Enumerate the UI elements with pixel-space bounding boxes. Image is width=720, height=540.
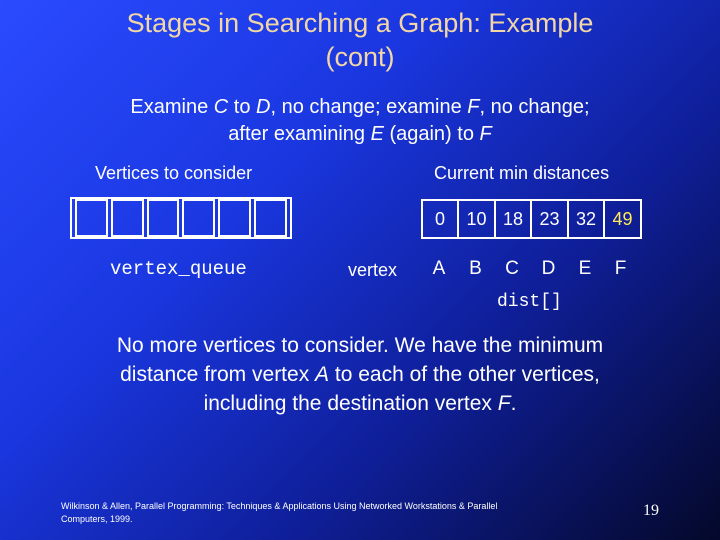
conclusion-line-3 [60, 389, 660, 418]
distance-cell: 18 [496, 201, 532, 237]
text-span: , no change; [479, 96, 590, 118]
vertex-name: C [505, 258, 519, 279]
text-span: distance from vertex [120, 363, 316, 386]
italic-vertex: F [467, 96, 480, 118]
text-span: including the destination vertex [203, 392, 498, 415]
vertices-header: Vertices to consider [95, 163, 253, 183]
distance-cell: 0 [423, 201, 459, 237]
subtitle-line-2 [40, 121, 680, 148]
subtitle [40, 94, 680, 148]
vertex-row [421, 258, 642, 280]
citation [61, 500, 581, 526]
text-span: to [228, 96, 257, 118]
distance-cell: 10 [459, 201, 496, 237]
italic-vertex: C [213, 96, 229, 118]
italic-vertex: F [497, 392, 511, 415]
queue-cell [147, 199, 180, 237]
conclusion-line-2 [60, 360, 660, 389]
text-span: . [510, 392, 517, 415]
distances-header: Current min distances [434, 163, 610, 183]
text-span: to each of the other vertices, [329, 363, 600, 386]
italic-vertex: E [370, 123, 384, 145]
italic-vertex: D [256, 96, 271, 118]
slide-title [0, 6, 720, 74]
queue-cell [182, 199, 215, 237]
italic-vertex: A [315, 363, 330, 386]
text-span: , no change; examine [270, 96, 468, 118]
citation-line-2: Computers, 1999. [61, 514, 133, 524]
distance-cell-highlighted: 49 [612, 208, 633, 229]
queue-cell [111, 199, 144, 237]
vertex-queue-box [70, 197, 292, 239]
conclusion-text [60, 331, 660, 418]
queue-cell [75, 199, 108, 237]
text-span: (again) to [383, 123, 480, 145]
queue-cell [218, 199, 251, 237]
citation-line-1: Wilkinson & Allen, Parallel Programming: Techniques & Applications Using Networked Workstations & Parallel [61, 501, 498, 511]
title-line-2: (cont) [325, 42, 395, 72]
vertex-queue-label: vertex_queue [110, 258, 247, 280]
queue-cell [254, 199, 287, 237]
distance-cell: 23 [532, 201, 569, 237]
vertex-name: E [578, 258, 592, 279]
distance-cell: 32 [569, 201, 605, 237]
italic-vertex: F [479, 123, 492, 145]
vertex-name: F [614, 258, 627, 279]
dist-array-label: dist[] [497, 292, 562, 312]
subtitle-line-1 [40, 94, 680, 121]
text-span: Examine [130, 96, 214, 118]
title-line-1: Stages in Searching a Graph: Example [126, 8, 594, 38]
vertex-name: D [541, 258, 556, 279]
distance-array-box [421, 199, 642, 239]
conclusion-line-1: No more vertices to consider. We have the minimum [116, 334, 604, 357]
vertex-name: A [432, 258, 446, 279]
page-number: 19 [643, 502, 659, 519]
text-span: after examining [228, 123, 371, 145]
vertex-name: B [469, 258, 482, 279]
vertex-label: vertex [348, 260, 398, 280]
